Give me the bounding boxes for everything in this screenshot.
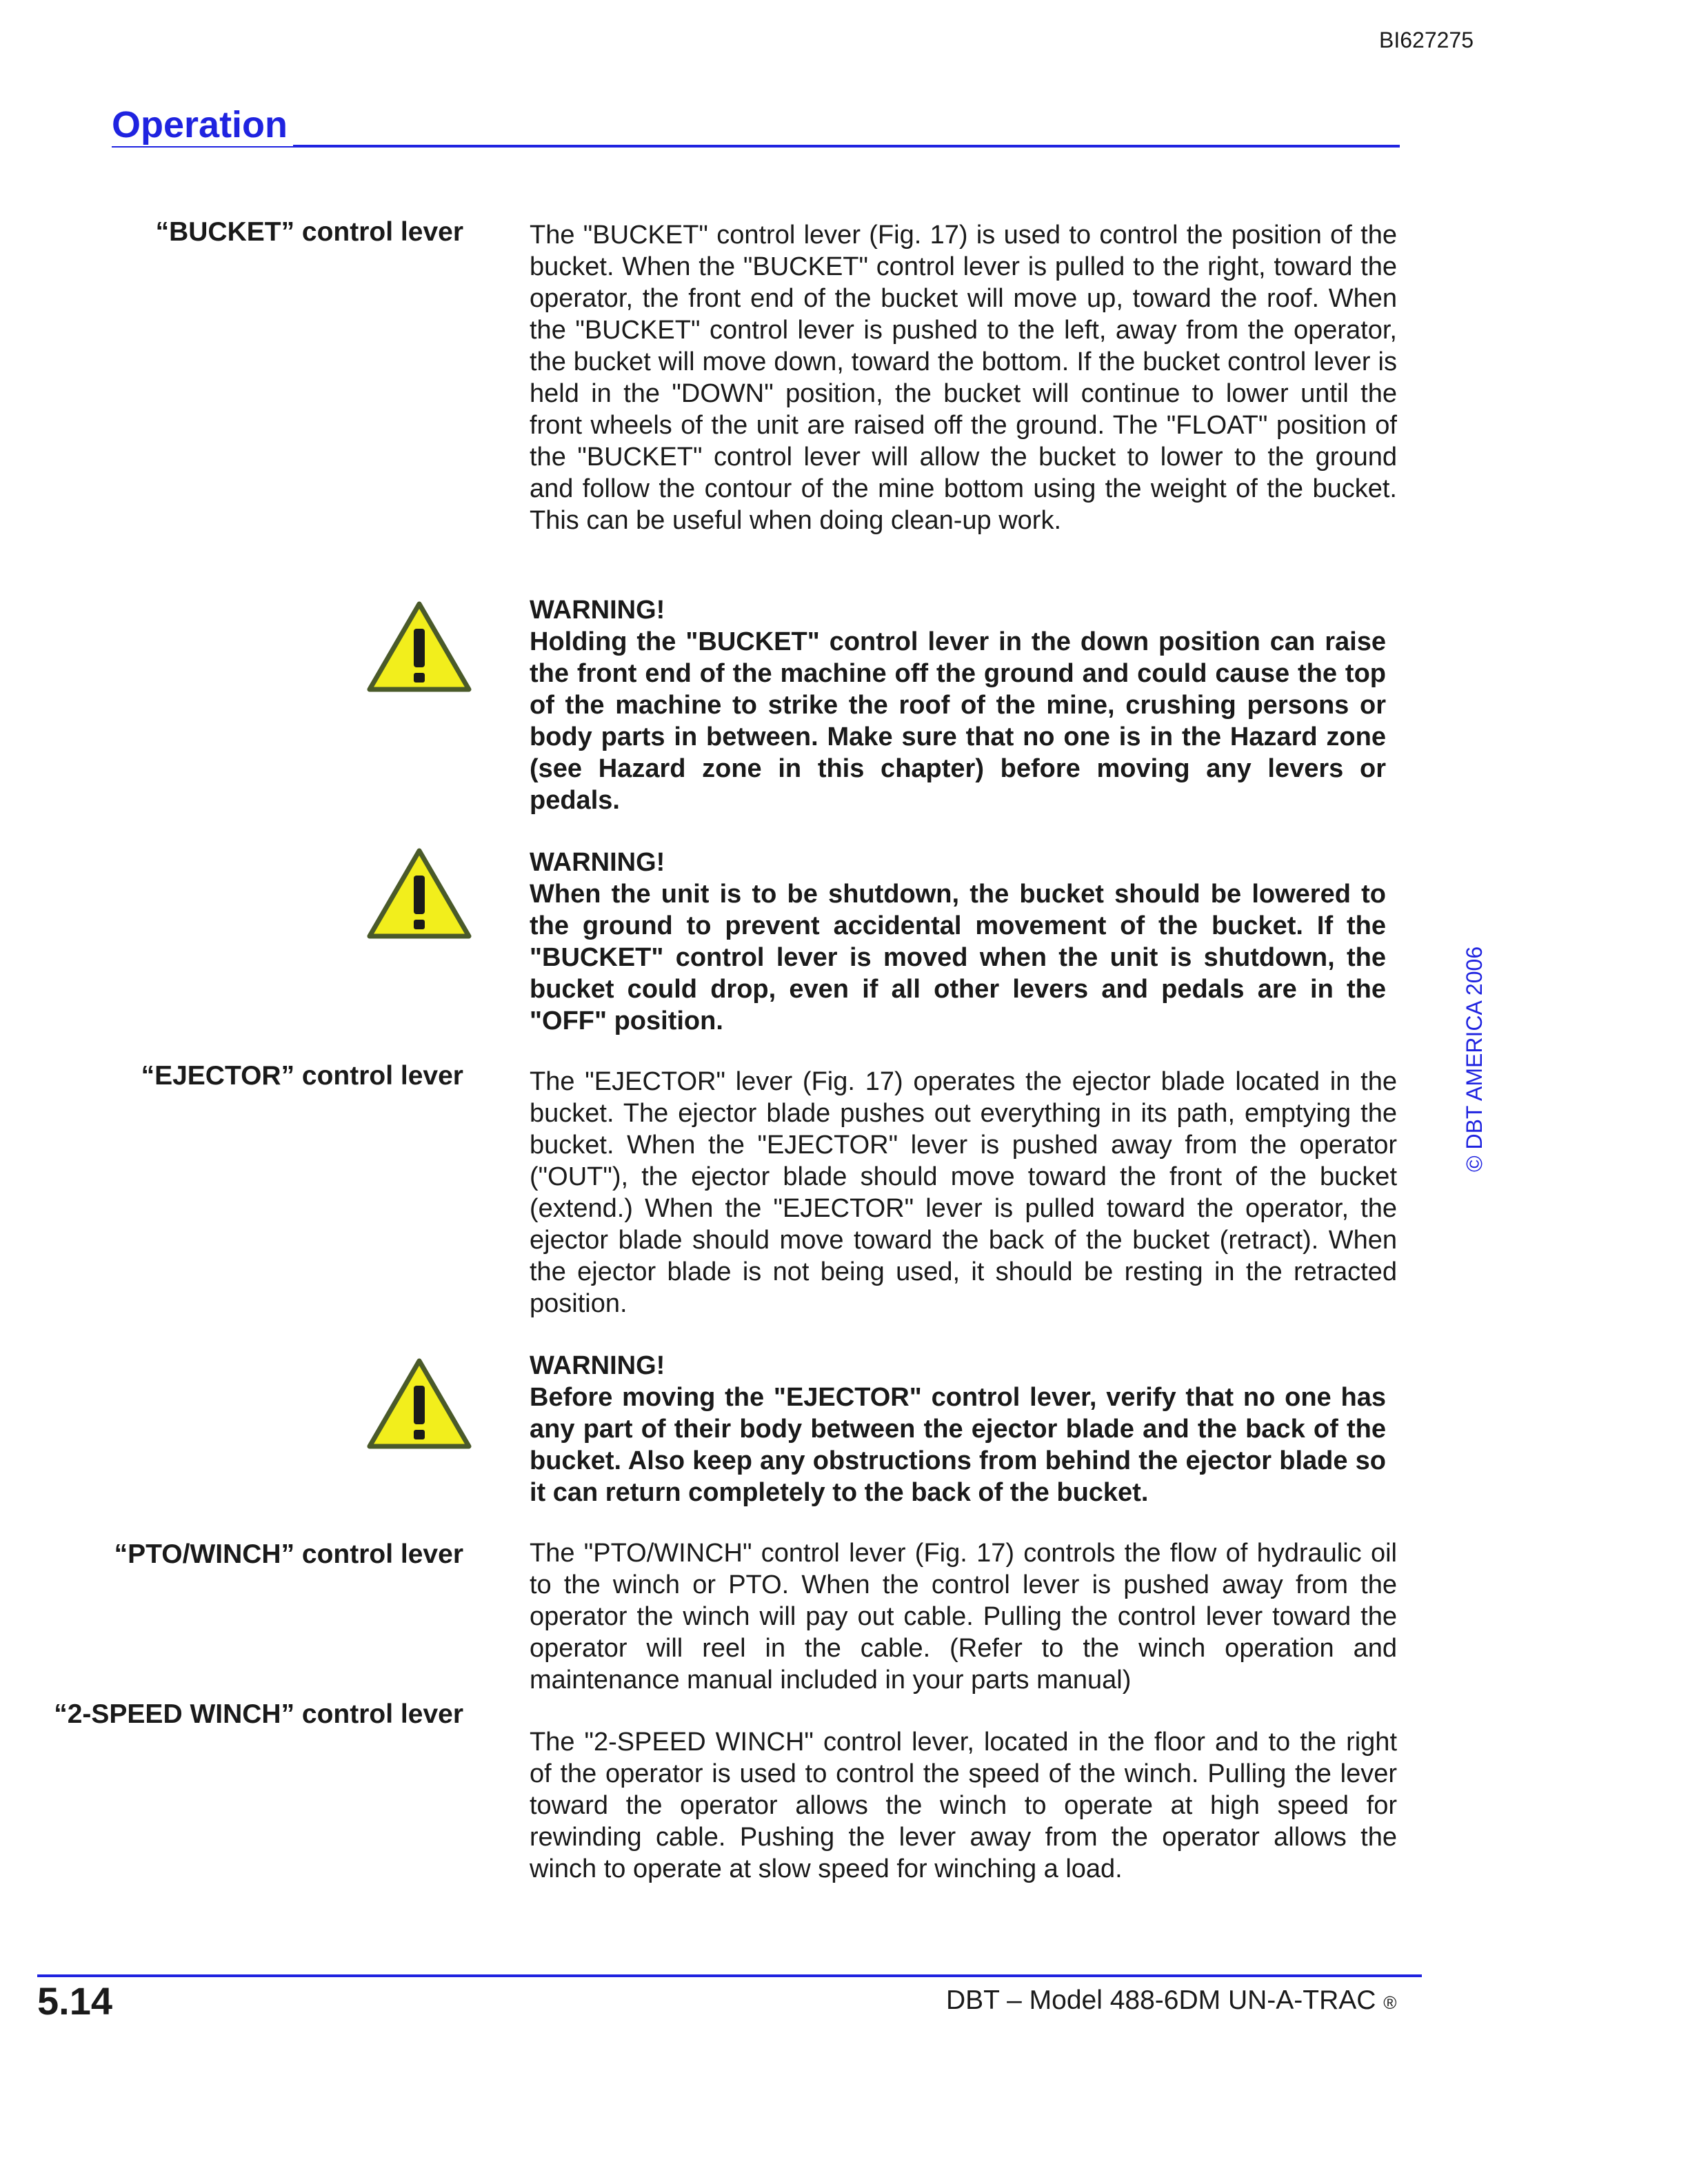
warning-block [530, 847, 1386, 1037]
warning-block [530, 1350, 1386, 1508]
ejector-paragraph: The "EJECTOR" lever (Fig. 17) operates the ejector blade located in the bucket. The ejector blade pushes out everything in its path, emptying the bucket. When the "EJECTOR" lever is pushed away from the operator ("OUT"), the ejector blade should move toward the front of the bucket (extend.) When the "EJECTOR" lever is pulled toward the operator, the ejector blade should move toward the back of the bucket (retract). When the ejector blade is not being used, it should be resting in the retracted position. [530, 1067, 1397, 1318]
footer-rule [37, 1974, 1422, 1977]
two-speed-winch-heading: “2-SPEED WINCH” control lever [54, 1699, 463, 1729]
registered-mark: ® [1383, 1992, 1397, 2013]
warning-text: Before moving the "EJECTOR" control lever, verify that no one has any part of their body between the ejector blade and the back of the bucket. Also keep any obstructions from behind the ejector blade so it can return completely to the back of the bucket. [530, 1383, 1386, 1507]
title-underline [112, 145, 1400, 148]
warning-triangle-icon [364, 845, 474, 942]
bucket-paragraph: The "BUCKET" control lever (Fig. 17) is used to control the position of the bucket. When the "BUCKET" control lever is pulled to the right, toward the operator, the front end of the bucket will move up, toward the roof. When the "BUCKET" control lever is pushed to the left, away from the operator, the bucket will move down, toward the bottom. If the bucket control lever is held in the "DOWN" position, the bucket will continue to lower until the front wheels of the unit are raised off the ground. The "FLOAT" position of the "BUCKET" control lever will allow the bucket to lower to the ground and follow the contour of the mine bottom using the weight of the bucket. This can be useful when doing clean-up work. [530, 221, 1397, 535]
warning-title: WARNING! [530, 1351, 665, 1380]
two-speed-winch-paragraph: The "2-SPEED WINCH" control lever, located in the floor and to the right of the operator is used to control the speed of the winch. Pulling the lever toward the operator allows the winch to operate at high speed for rewinding cable. Pushing the lever away from the operator allows the winch to operate at slow speed for winching a load. [530, 1728, 1397, 1883]
footer-title [946, 1985, 1396, 2016]
bucket-heading: “BUCKET” control lever [155, 217, 463, 247]
warning-triangle-icon [364, 598, 474, 695]
ejector-heading: “EJECTOR” control lever [141, 1061, 463, 1091]
warning-triangle-icon [364, 1355, 474, 1452]
section-title: Operation [112, 103, 293, 146]
pto-winch-heading: “PTO/WINCH” control lever [114, 1539, 463, 1569]
page-number: 5.14 [37, 1979, 112, 2023]
document-id: BI627275 [1379, 28, 1474, 52]
footer-model: DBT – Model 488-6DM UN-A-TRAC [946, 1985, 1376, 2015]
warning-title: WARNING! [530, 848, 665, 877]
warning-text: When the unit is to be shutdown, the bucket should be lowered to the ground to prevent accidental movement of the bucket. If the "BUCKET" control lever is moved when the unit is shutdown, the bucket could drop, even if all other levers and pedals are in the "OFF" position. [530, 880, 1386, 1035]
section-header [112, 103, 1400, 146]
warning-text: Holding the "BUCKET" control lever in the down position can raise the front end of the machine off the ground and could cause the top of the machine to strike the roof of the mine, crushing persons or body parts in between. Make sure that no one is in the Hazard zone (see Hazard zone in this chapter) before moving any levers or pedals. [530, 627, 1386, 815]
pto-winch-paragraph: The "PTO/WINCH" control lever (Fig. 17) controls the flow of hydraulic oil to the winch or PTO. When the control lever is pushed away from the operator the winch will pay out cable. Pulling the control lever toward the operator will reel in the cable. (Refer to the winch operation and maintenance manual included in your parts manual) [530, 1539, 1397, 1695]
warning-block [530, 594, 1386, 816]
warning-title: WARNING! [530, 596, 665, 625]
copyright-note: © DBT AMERICA 2006 [1462, 946, 1487, 1172]
